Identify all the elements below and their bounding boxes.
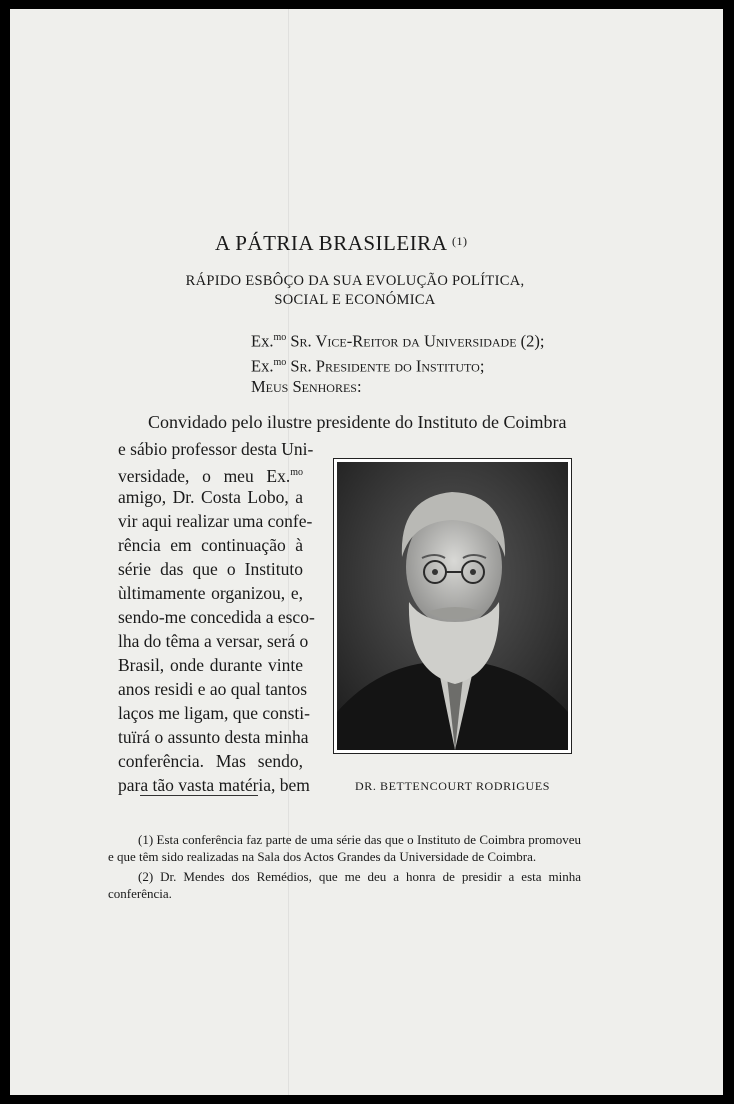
body-line-sup: mo <box>290 467 303 478</box>
salutation <box>251 327 544 397</box>
footnote-2: (2) Dr. Mendes dos Remédios, que me deu a honra de presidir a esta minha conferência. <box>108 869 581 901</box>
salutation-2-text: Sr. Presidente do Instituto; <box>286 356 485 375</box>
body-line: conferência. Mas sendo, <box>118 751 303 771</box>
salutation-2-sup: mo <box>273 356 287 368</box>
subtitle-line-1: RÁPIDO ESBÔÇO DA SUA EVOLUÇÃO POLÍTICA, <box>185 273 525 289</box>
salutation-line-1 <box>251 327 544 352</box>
salutation-1-text: Sr. Vice-Reitor da Universidade (2); <box>286 331 545 351</box>
body-line: e sábio professor desta Uni- <box>118 439 314 459</box>
body-line: ùltimamente organizou, e, <box>118 583 303 603</box>
body-line: rência em continuação à <box>118 535 303 555</box>
body-opening-line: Convidado pelo ilustre presidente do Instituto de Coimbra <box>148 412 567 432</box>
body-line: série das que o Instituto <box>118 559 303 579</box>
body-line: Brasil, onde durante vinte <box>118 655 303 675</box>
salutation-1-sup: mo <box>273 332 287 343</box>
body-line-text: versidade, o meu Ex. <box>118 465 291 486</box>
salutation-line-3: Meus Senhores: <box>251 377 362 396</box>
page-title <box>215 231 467 256</box>
body-line: anos residi e ao qual tantos <box>118 679 308 699</box>
body-line: laços me ligam, que consti- <box>118 703 310 723</box>
title-text: A PÁTRIA BRASILEIRA <box>215 231 447 255</box>
footnote-1: (1) Esta conferência faz parte de uma série das que o Instituto de Coimbra promoveu e que têm sido realizadas na Sala dos Actos Grandes da Universidade de Coimbra. <box>108 832 581 864</box>
body-line <box>118 461 303 485</box>
body-line: vir aqui realizar uma confe- <box>118 511 313 531</box>
title-footnote-ref: (1) <box>451 234 468 248</box>
body-line: amigo, Dr. Costa Lobo, a <box>118 487 303 507</box>
subtitle-line-2: SOCIAL E ECONÓMICA <box>274 292 436 308</box>
portrait-image <box>337 462 568 750</box>
salutation-2-prefix: Ex. <box>251 356 274 375</box>
body-line: lha do têma a versar, será o <box>118 631 309 651</box>
body-line: para tão vasta matéria, bem <box>118 775 310 795</box>
salutation-1-prefix: Ex. <box>251 331 274 351</box>
salutation-line-2 <box>251 352 544 377</box>
portrait-caption: DR. BETTENCOURT RODRIGUES <box>354 779 551 793</box>
footnote-divider <box>140 795 258 796</box>
body-line: sendo-me concedida a esco- <box>118 607 315 627</box>
footnotes <box>108 831 581 905</box>
document-page <box>10 9 723 1095</box>
body-column <box>118 437 315 797</box>
portrait-photo <box>333 458 572 754</box>
body-line: tuïrá o assunto desta minha <box>118 727 309 747</box>
subtitle <box>155 272 555 310</box>
